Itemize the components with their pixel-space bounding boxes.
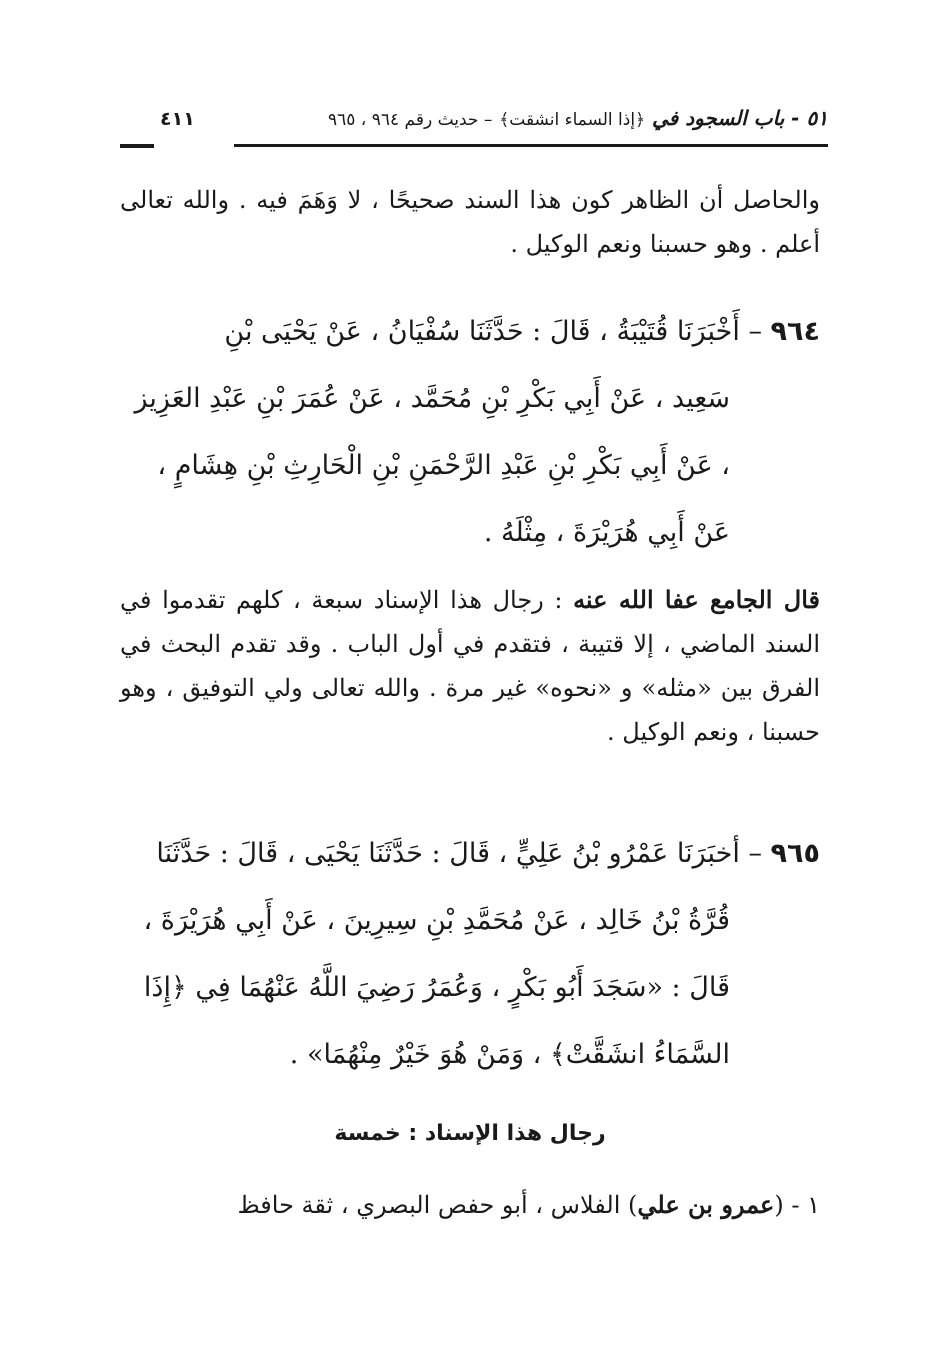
- commentary-text: : رجال هذا الإسناد سبعة ، كلهم تقدموا في السند الماضي ، إلا قتيبة ، فتقدم في أول الباب . وقد تقدم البحث في الفرق بين «مثله» و «نحوه» غير مرة . والله تعالى ولي التوفيق ، وهو حسبنا ، ونعم الوكيل .: [120, 586, 820, 746]
- hadith-965-lead: – أخبَرَنَا عَمْرُو بْنُ عَلِيٍّ ، قَالَ : حَدَّثَنَا يَحْيَى ، قَالَ : حَدَّثَنَا: [156, 838, 762, 869]
- hadith-965-number: ٩٦٥: [770, 838, 820, 869]
- hadith-range: – حديث رقم ٩٦٤ ، ٩٦٥: [328, 110, 493, 130]
- hadith-964-first-line: [120, 298, 820, 365]
- hadith-964: [120, 298, 820, 566]
- chapter-title: [328, 106, 828, 130]
- hadith-964-number: ٩٦٤: [770, 316, 820, 347]
- hadith-964-body: سَعِيد ، عَنْ أَبِي بَكْرِ بْنِ مُحَمَّد ، عَنْ عُمَرَ بْنِ عَبْدِ العَزِيز ، عَنْ أَبِي بَكْرِ بْنِ عَبْدِ الرَّحْمَنِ بْنِ الْحَارِثِ بْنِ هِشَامٍ ، عَنْ أَبِي هُرَيْرَةَ ، مِثْلَهُ .: [134, 383, 730, 548]
- hadith-965-first-line: [120, 820, 820, 887]
- hadith-964-lead: – أَخْبَرَنَا قُتَيْبَةُ ، قَالَ : حَدَّثَنَا سُفْيَانُ ، عَنْ يَحْيَى بْنِ: [224, 316, 762, 347]
- chapter-label: ٥١ - باب السجود في: [652, 106, 828, 130]
- narrator-1: [120, 1183, 820, 1227]
- header-rule-long: [234, 144, 828, 147]
- narrator-1-prefix: ١ - (: [774, 1191, 820, 1219]
- narrator-1-suffix: ) الفلاس ، أبو حفص البصري ، ثقة حافظ: [237, 1191, 638, 1219]
- hadith-965-body: قُرَّةُ بْنُ خَالِد ، عَنْ مُحَمَّدِ بْنِ سِيرِينَ ، عَنْ أَبِي هُرَيْرَةَ ، قَالَ : «سَجَدَ أَبُو بَكْرٍ ، وَعُمَرُ رَضِيَ اللَّهُ عَنْهُمَا فِي ﴿إِذَا السَّمَاءُ انشَقَّتْ﴾ ، وَمَنْ هُوَ خَيْرٌ مِنْهُمَا» .: [143, 905, 730, 1070]
- commentary-speaker: قال الجامع عفا الله عنه: [573, 585, 820, 614]
- narrator-1-name: عمرو بن علي: [637, 1190, 775, 1219]
- section-heading: رجال هذا الإسناد : خمسة: [334, 1121, 606, 1146]
- hadith-965: [120, 820, 820, 1088]
- page-number: ٤١١: [160, 108, 195, 130]
- running-header: [120, 100, 828, 150]
- commentary-paragraph: [120, 578, 820, 754]
- header-rule-short: [120, 144, 154, 148]
- intro-paragraph: والحاصل أن الظاهر كون هذا السند صحيحًا ، لا وَهَمَ فيه . والله تعالى أعلم . وهو حسبنا ونعم الوكيل .: [120, 186, 820, 258]
- surah-reference: ﴿إذا السماء انشقت﴾: [499, 110, 646, 130]
